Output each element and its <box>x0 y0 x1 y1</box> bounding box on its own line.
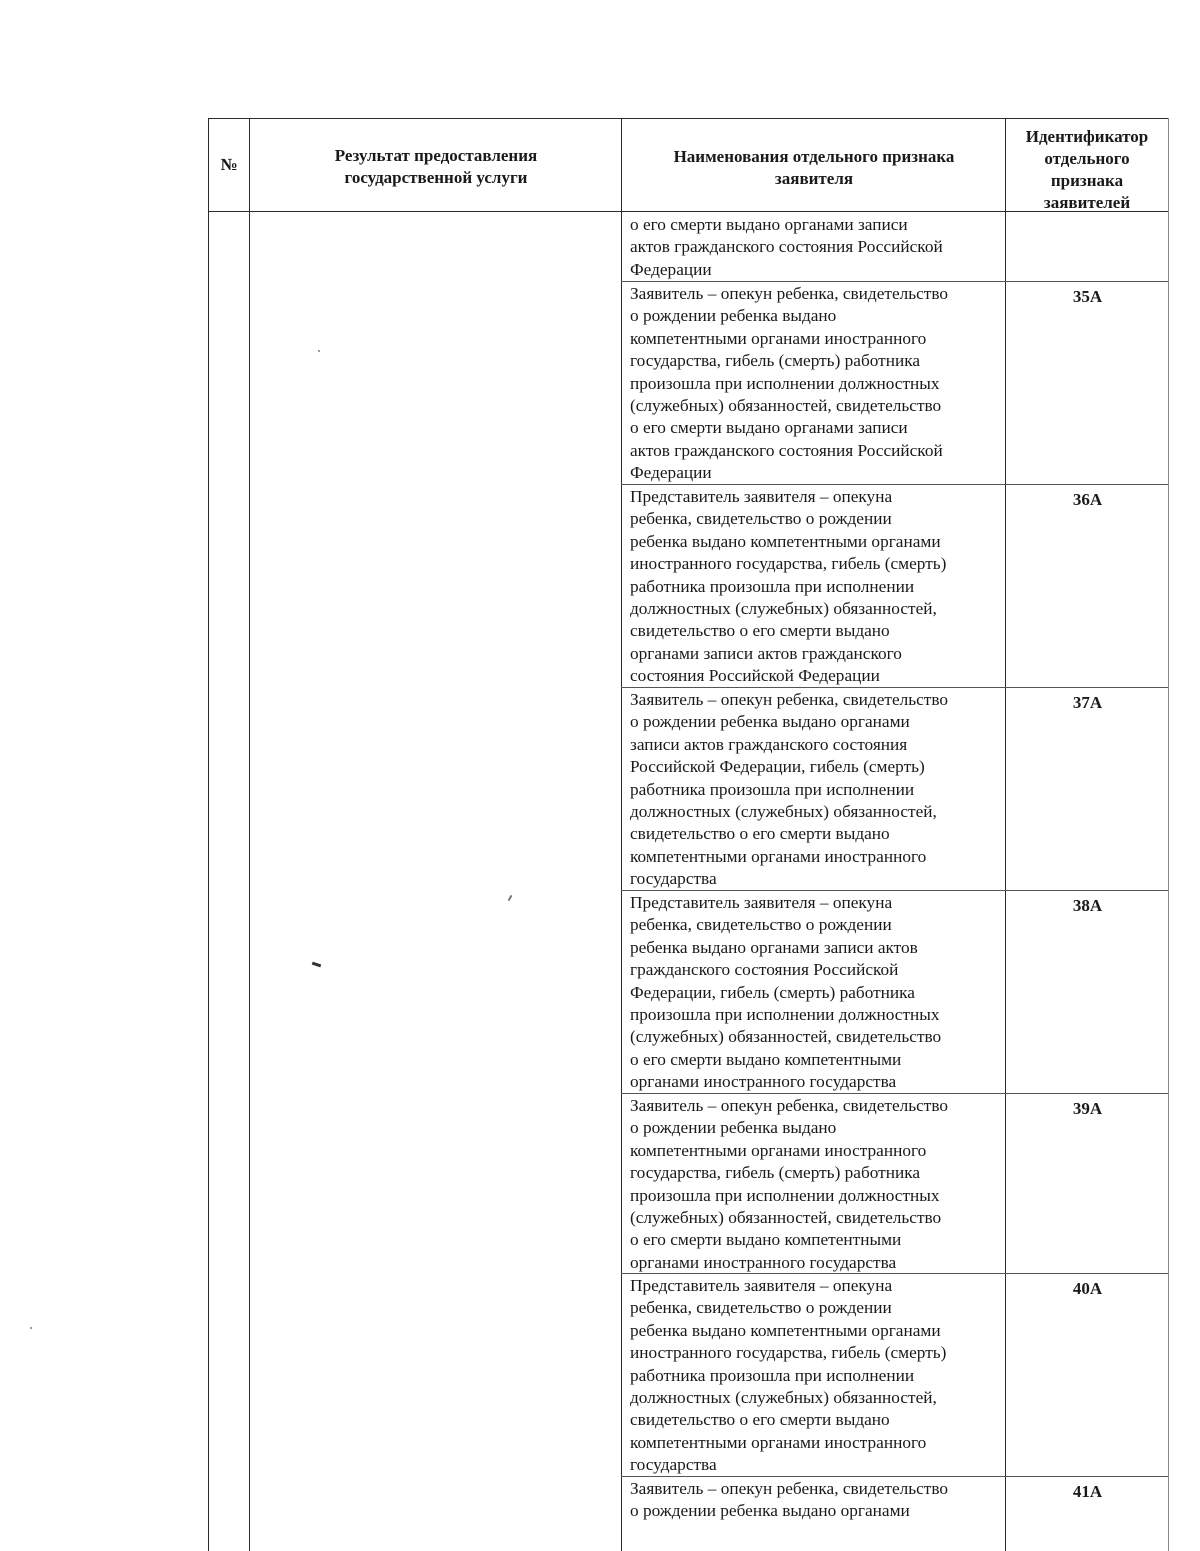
table-row-indicator-text: Заявитель – опекун ребенка, свидетельство о рождении ребенка выдано органами <box>630 1479 949 1521</box>
table-row-indicator-id: 41А <box>1072 1482 1103 1501</box>
scan-artifact <box>312 962 321 968</box>
table-row-indicator-id: 36А <box>1072 490 1103 509</box>
column-divider-num <box>249 118 250 1551</box>
table-border-top <box>208 118 1168 119</box>
table-row-indicator-id: 38А <box>1072 896 1103 915</box>
table-row-indicator-text: Представитель заявителя – опекуна ребенка, свидетельство о рождении ребенка выдано компетентными органами иностранного государства, гибель (смерть) работника произошла при исполнении должностных (служебных) обязанностей, свидетельство о его смерти выдано органами записи актов гражданского состояния Российской Федерации <box>630 487 947 686</box>
table-row-indicator-text: Заявитель – опекун ребенка, свидетельство о рождении ребенка выдано компетентными органами иностранного государства, гибель (смерть) работника произошла при исполнении должностных (служебных) обязанностей, свидетельство о его смерти выдано компетентными органами иностранного государства <box>630 1096 949 1272</box>
table-row-indicator-text: Заявитель – опекун ребенка, свидетельство о рождении ребенка выдано органами записи актов гражданского состояния Российской Федерации, гибель (смерть) работника произошла при исполнении должностных (служебных) обязанностей, свидетельство о его смерти выдано компетентными органами иностранного государства <box>630 690 949 889</box>
table-row-indicator-id: 37А <box>1072 693 1103 712</box>
scan-artifact <box>318 350 320 352</box>
table-row-indicator-id: 40А <box>1072 1279 1103 1298</box>
table-row-indicator-id: 39А <box>1072 1099 1103 1118</box>
table-row-indicator-text: Заявитель – опекун ребенка, свидетельство о рождении ребенка выдано компетентными органами иностранного государства, гибель (смерть) работника произошла при исполнении должностных (служебных) обязанностей, свидетельство о его смерти выдано органами записи актов гражданского состояния Российской Федерации <box>630 284 949 483</box>
table-row-indicator-text: Представитель заявителя – опекуна ребенка, свидетельство о рождении ребенка выдано компетентными органами иностранного государства, гибель (смерть) работника произошла при исполнении должностных (служебных) обязанностей, свидетельство о его смерти выдано компетентными органами иностранного государства <box>630 1276 947 1475</box>
table-row-indicator-text: Представитель заявителя – опекуна ребенка, свидетельство о рождении ребенка выдано органами записи актов гражданского состояния Российской Федерации, гибель (смерть) работника произошла при исполнении должностных (служебных) обязанностей, свидетельство о его смерти выдано компетентными органами иностранного государства <box>630 893 942 1092</box>
header-indicator-id: Идентификатор отдельного признака заявителей <box>1025 127 1149 212</box>
header-indicator-name: Наименования отдельного признака заявителя <box>673 147 955 188</box>
table-row-indicator-text: о его смерти выдано органами записи актов гражданского состояния Российской Федерации <box>630 215 943 279</box>
column-divider-name <box>1005 118 1006 1551</box>
table-border-right <box>1168 118 1169 1551</box>
table-row-indicator-id: 35А <box>1072 287 1103 306</box>
column-divider-result <box>621 118 622 1551</box>
header-number: № <box>220 155 238 174</box>
header-result: Результат предоставления государственной услуги <box>334 146 538 187</box>
scan-artifact <box>508 895 513 901</box>
scan-artifact <box>30 1327 32 1329</box>
table-border-left <box>208 118 209 1551</box>
